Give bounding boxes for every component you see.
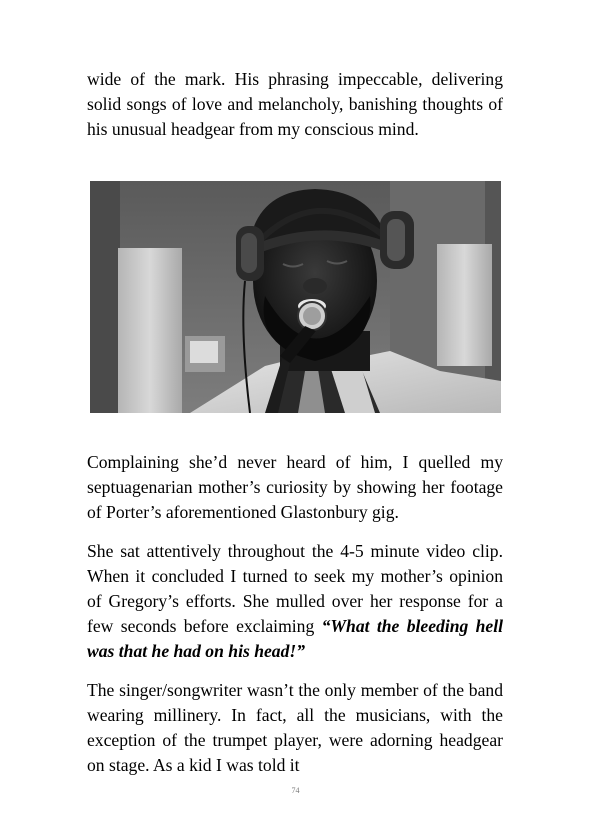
singer-photo <box>90 181 501 413</box>
page-number: 74 <box>291 786 300 795</box>
paragraph-4: The singer/songwriter wasn’t the only member of the band wearing millinery. In fact, all the musicians, with the exception of the trumpet player, were adorning headgear on stage. As a kid I was told it <box>87 680 503 775</box>
paragraph-3-text: She sat attentively throughout the 4-5 minute video clip. When it concluded I turned to seek my mother’s opinion of Gregory’s efforts. She mulled over her response for a few seconds before exclaiming <box>87 541 503 636</box>
mother-quote: “What the bleeding hell was that he had on his head!” <box>87 616 504 661</box>
paragraph-2: Complaining she’d never heard of him, I quelled my septuagenarian mother’s curiosity by showing her footage of Porter’s aforementioned Glastonbury gig. <box>87 452 503 522</box>
paragraph-3 <box>87 539 503 664</box>
paragraph-1: wide of the mark. His phrasing impeccable, delivering solid songs of love and melancholy, banishing thoughts of his unusual headgear from my conscious mind. <box>87 69 503 139</box>
